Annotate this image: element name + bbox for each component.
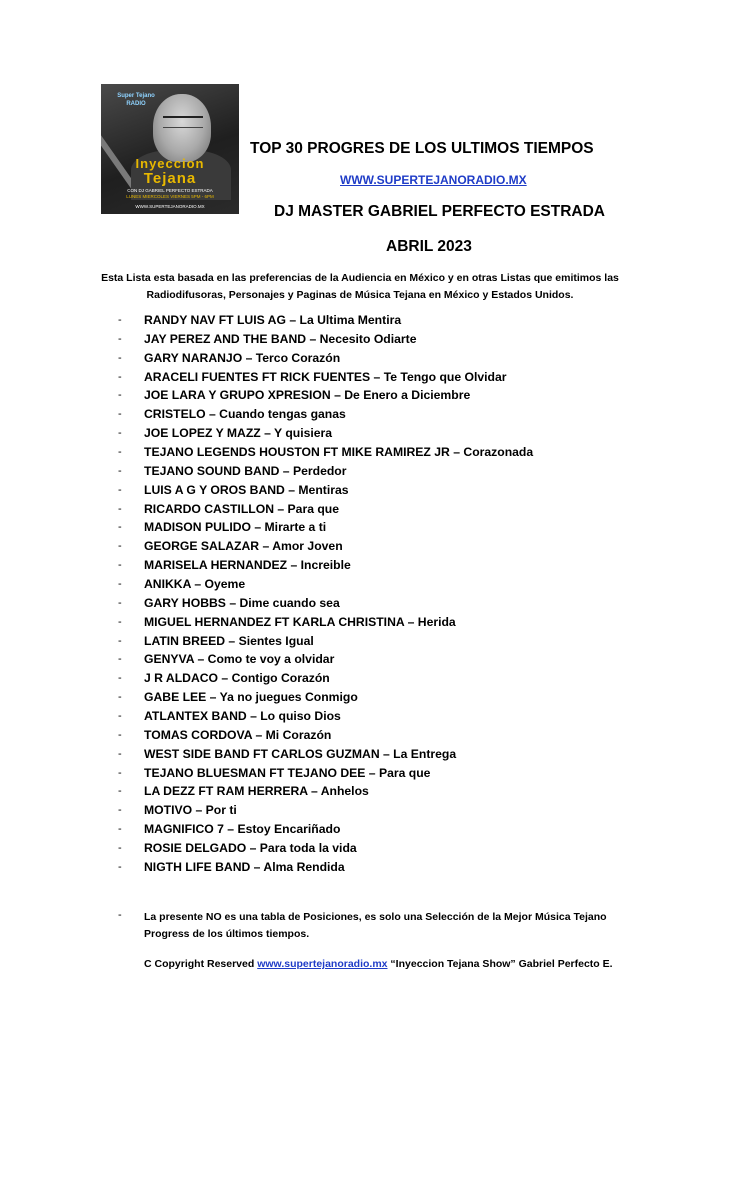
list-item <box>118 500 678 519</box>
logo-schedule: LUNES MIERCOLES VIERNES 5PM - 6PM <box>126 194 214 199</box>
list-item <box>118 594 678 613</box>
intro-paragraph: Esta Lista esta basada en las preferencias de la Audiencia en México y en otras Listas que emitimos las Radiodifusoras, Personajes y Paginas de Música Tejana en México y Estados Unidos. <box>101 272 619 301</box>
bullet-dash: - <box>118 615 122 628</box>
bullet-dash: - <box>118 559 122 572</box>
bullet-dash: - <box>118 332 122 345</box>
list-item <box>118 386 678 405</box>
list-item <box>118 405 678 424</box>
list-item <box>118 726 678 745</box>
list-item <box>118 462 678 481</box>
bullet-dash: - <box>118 521 122 534</box>
bullet-dash: - <box>118 747 122 760</box>
list-item <box>118 613 678 632</box>
song-entry: GARY HOBBS – Dime cuando sea <box>144 595 340 610</box>
song-entry: ATLANTEX BAND – Lo quiso Dios <box>144 709 341 724</box>
bullet-dash: - <box>118 578 122 591</box>
list-item <box>118 650 678 669</box>
bullet-dash: - <box>118 860 122 873</box>
song-entry: NIGTH LIFE BAND – Alma Rendida <box>144 859 345 874</box>
website-link[interactable]: WWW.SUPERTEJANORADIO.MX <box>340 173 527 187</box>
song-entry: GEORGE SALAZAR – Amor Joven <box>144 539 343 554</box>
bullet-dash: - <box>118 842 122 855</box>
song-entry: LA DEZZ FT RAM HERRERA – Anhelos <box>144 784 369 799</box>
copyright-prefix: C Copyright Reserved <box>144 958 258 970</box>
dj-name: DJ MASTER GABRIEL PERFECTO ESTRADA <box>274 203 605 220</box>
song-entry: JOE LOPEZ Y MAZZ – Y quisiera <box>144 426 333 441</box>
song-entry: JOE LARA Y GRUPO XPRESION – De Enero a Diciembre <box>144 388 471 403</box>
song-entry: TOMAS CORDOVA – Mi Corazón <box>144 727 332 742</box>
song-entry: ANIKKA – Oyeme <box>144 577 246 592</box>
bullet-dash: - <box>118 464 122 477</box>
list-item <box>118 349 678 368</box>
logo-brand-line2: Tejana <box>143 170 197 187</box>
bullet-dash: - <box>118 909 122 921</box>
song-entry: GABE LEE – Ya no juegues Conmigo <box>144 690 358 705</box>
song-entry: LATIN BREED – Sientes Igual <box>144 633 314 648</box>
bullet-dash: - <box>118 691 122 704</box>
song-entry: JAY PEREZ AND THE BAND – Necesito Odiarte <box>144 331 417 346</box>
bullet-dash: - <box>118 766 122 779</box>
list-item <box>118 688 678 707</box>
copyright-link[interactable]: www.supertejanoradio.mx <box>257 958 388 970</box>
bullet-dash: - <box>118 634 122 647</box>
bullet-dash: - <box>118 314 122 326</box>
list-item <box>118 518 678 537</box>
bullet-dash: - <box>118 710 122 723</box>
song-entry: GENYVA – Como te voy a olvidar <box>144 652 335 667</box>
list-item <box>118 556 678 575</box>
list-date: ABRIL 2023 <box>386 238 472 255</box>
list-item <box>118 575 678 594</box>
bullet-dash: - <box>118 502 122 515</box>
list-item <box>118 537 678 556</box>
copyright-suffix: “Inyeccion Tejana Show” Gabriel Perfecto E. <box>387 958 613 970</box>
radio-badge-line1: Super Tejano <box>117 93 155 99</box>
glasses-graphic <box>163 116 203 128</box>
logo-site: WWW.SUPERTEJANORADIO.MX <box>135 204 205 209</box>
bullet-dash: - <box>118 351 122 364</box>
disclaimer-note <box>118 909 638 943</box>
bullet-dash: - <box>118 823 122 836</box>
page-title: TOP 30 PROGRES DE LOS ULTIMOS TIEMPOS <box>250 140 594 157</box>
list-item <box>118 311 678 330</box>
radio-badge <box>107 92 165 122</box>
list-item <box>118 669 678 688</box>
bullet-dash: - <box>118 408 122 421</box>
song-entry: MARISELA HERNANDEZ – Increible <box>144 558 351 573</box>
song-entry: TEJANO BLUESMAN FT TEJANO DEE – Para que <box>144 765 431 780</box>
list-item <box>118 820 678 839</box>
song-entry: MAGNIFICO 7 – Estoy Encariñado <box>144 822 341 837</box>
list-item <box>118 782 678 801</box>
song-entry: CRISTELO – Cuando tengas ganas <box>144 407 346 422</box>
bullet-dash: - <box>118 446 122 459</box>
song-entry: RANDY NAV FT LUIS AG – La Ultima Mentira <box>144 313 402 327</box>
logo-brand-line1: Inyeccion <box>135 156 205 171</box>
song-entry: ROSIE DELGADO – Para toda la vida <box>144 841 357 856</box>
bullet-dash: - <box>118 785 122 798</box>
list-item <box>118 443 678 462</box>
list-item <box>118 330 678 349</box>
list-item <box>118 424 678 443</box>
logo-host: CON DJ GABRIEL PERFECTO ESTRADA <box>127 188 213 193</box>
list-item <box>118 632 678 651</box>
song-entry: MOTIVO – Por ti <box>144 803 237 818</box>
song-entry: GARY NARANJO – Terco Corazón <box>144 350 341 365</box>
bullet-dash: - <box>118 653 122 666</box>
list-item <box>118 801 678 820</box>
list-item <box>118 858 678 877</box>
song-list <box>118 311 678 877</box>
list-item <box>118 745 678 764</box>
song-entry: J R ALDACO – Contigo Corazón <box>144 671 330 686</box>
song-entry: MIGUEL HERNANDEZ FT KARLA CHRISTINA – Herida <box>144 614 456 629</box>
song-entry: LUIS A G Y OROS BAND – Mentiras <box>144 482 349 497</box>
bullet-dash: - <box>118 483 122 496</box>
song-entry: ARACELI FUENTES FT RICK FUENTES – Te Tengo que Olvidar <box>144 369 507 384</box>
song-entry: RICARDO CASTILLON – Para que <box>144 501 340 516</box>
bullet-dash: - <box>118 389 122 402</box>
bullet-dash: - <box>118 540 122 553</box>
copyright-line <box>144 958 704 970</box>
list-item <box>118 764 678 783</box>
bullet-dash: - <box>118 427 122 440</box>
list-item <box>118 368 678 387</box>
song-entry: TEJANO SOUND BAND – Perdedor <box>144 463 347 478</box>
bullet-dash: - <box>118 596 122 609</box>
bullet-dash: - <box>118 804 122 817</box>
show-logo <box>101 84 239 214</box>
bullet-dash: - <box>118 370 122 383</box>
radio-badge-line2: RADIO <box>126 101 146 107</box>
list-item <box>118 707 678 726</box>
song-entry: TEJANO LEGENDS HOUSTON FT MIKE RAMIREZ JR – Corazonada <box>144 445 534 460</box>
song-entry: MADISON PULIDO – Mirarte a ti <box>144 520 327 535</box>
disclaimer-text: La presente NO es una tabla de Posiciones, es solo una Selección de la Mejor Música Tejano Progress de los últimos tiempos. <box>144 911 607 940</box>
bullet-dash: - <box>118 728 122 741</box>
list-item <box>118 481 678 500</box>
bullet-dash: - <box>118 672 122 685</box>
song-entry: WEST SIDE BAND FT CARLOS GUZMAN – La Entrega <box>144 746 457 761</box>
list-item <box>118 839 678 858</box>
